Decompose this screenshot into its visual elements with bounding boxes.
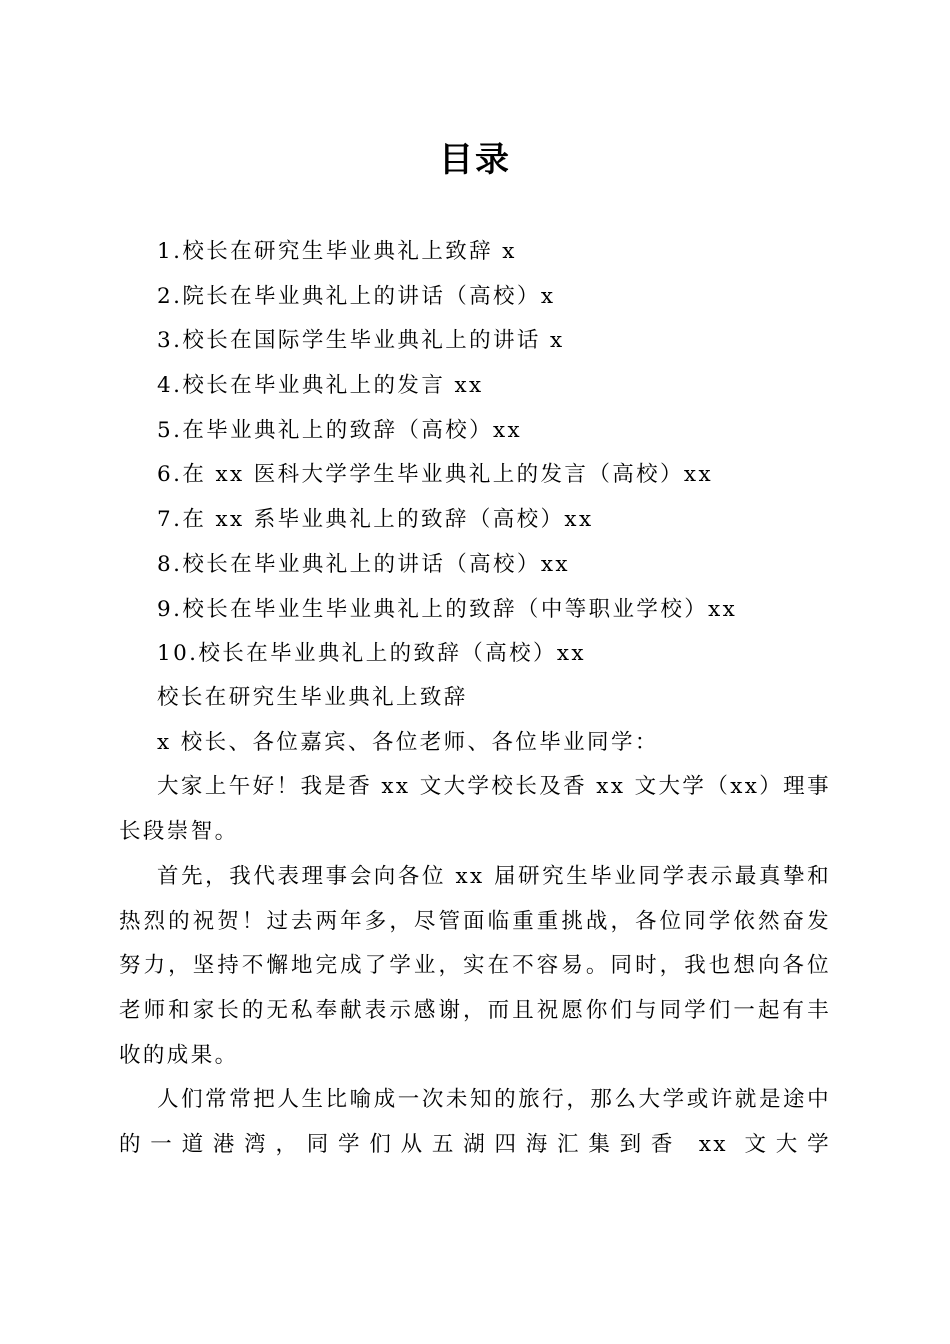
toc-item-1: 1.校长在研究生毕业典礼上致辞 x	[157, 239, 517, 264]
toc-item-4: 4.校长在毕业典礼上的发言 xx	[157, 373, 484, 399]
toc-item-8: 8.校长在毕业典礼上的讲话（高校）xx	[157, 551, 570, 577]
table-of-contents	[157, 230, 837, 677]
speech-body	[119, 676, 831, 1168]
toc-item-7: 7.在 xx 系毕业典礼上的致辞（高校）xx	[157, 507, 594, 533]
toc-item-9: 9.校长在毕业生毕业典礼上的致辞（中等职业学校）xx	[157, 596, 738, 622]
toc-item-2: 2.院长在毕业典礼上的讲话（高校）x	[157, 283, 556, 309]
toc-item-6: 6.在 xx 医科大学学生毕业典礼上的发言（高校）xx	[157, 462, 713, 488]
paragraph: 首先，我代表理事会向各位 xx 届研究生毕业同学表示最真挚和热烈的祝贺！过去两年多，尽管面临重重挑战，各位同学依然奋发努力，坚持不懈地完成了学业，实在不容易。同时，我也想向各位老师和家长的无私奉献表示感谢，而且祝愿你们与同学们一起有丰收的成果。	[119, 863, 831, 1068]
salutation: x 校长、各位嘉宾、各位老师、各位毕业同学：	[157, 729, 659, 755]
toc-item-3: 3.校长在国际学生毕业典礼上的讲话 x	[157, 328, 565, 354]
paragraph: 人们常常把人生比喻成一次未知的旅行，那么大学或许就是途中的一道港湾，同学们从五湖四海汇集到香 xx 文大学	[119, 1087, 831, 1158]
page-title: 目录	[439, 140, 511, 180]
speech-title: 校长在研究生毕业典礼上致辞	[157, 685, 468, 710]
paragraph: 大家上午好！我是香 xx 文大学校长及香 xx 文大学（xx）理事长段崇智。	[119, 774, 831, 845]
toc-item-5: 5.在毕业典礼上的致辞（高校）xx	[157, 417, 523, 443]
toc-item-10: 10.校长在毕业典礼上的致辞（高校）xx	[157, 641, 586, 667]
